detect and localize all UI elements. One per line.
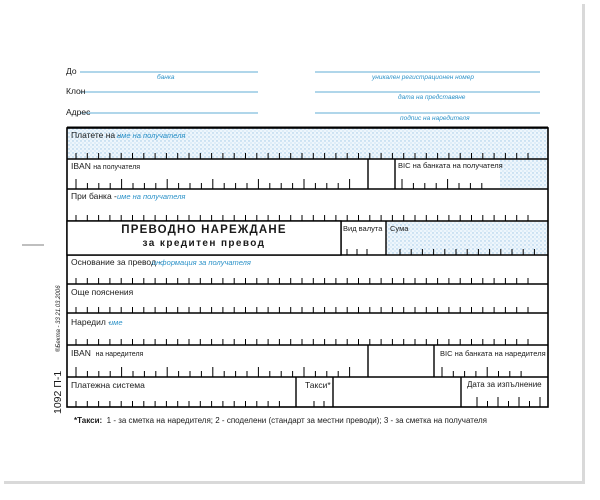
more-info-field[interactable]	[70, 297, 548, 313]
bank-hint: банка	[157, 74, 175, 81]
submission-date-field[interactable]	[315, 81, 544, 93]
address-field[interactable]	[95, 102, 262, 114]
iban-payee-field[interactable]	[70, 173, 370, 189]
form-title: ПРЕВОДНО НАРЕЖДАНЕ	[121, 224, 287, 236]
form-code: 1092 П-1	[52, 370, 64, 414]
currency-label: Вид валута	[343, 224, 383, 233]
payer-name-field[interactable]	[70, 329, 548, 345]
payer-hint: име	[109, 318, 123, 327]
payee-bank-field[interactable]	[70, 204, 548, 220]
branch-field[interactable]	[90, 81, 262, 93]
footnote-title: *Такси:	[74, 416, 103, 425]
at-bank-label: При банка -	[71, 191, 117, 201]
footnote-text: 1 - за сметка на наредителя; 2 - споделени (стандарт за местни преводи); 3 - за сметка на получателя	[106, 416, 488, 425]
payment-system-field[interactable]	[70, 391, 298, 407]
execution-date-label: Дата за изпълнение	[467, 380, 542, 389]
bank-name-field[interactable]	[80, 61, 262, 73]
bic-payee-label: BIC на банката на получателя	[398, 161, 503, 170]
bic-payer-field[interactable]	[437, 360, 549, 376]
execution-date-field[interactable]	[464, 391, 550, 407]
payee-label: Платете на -	[71, 130, 121, 140]
payee-name-field[interactable]	[70, 142, 548, 158]
at-bank-hint: име на получателя	[117, 192, 186, 201]
fees-label: Такси*	[305, 380, 331, 390]
reg-number-hint: уникален регистрационен номер	[372, 74, 474, 81]
form-subtitle: за кредитен превод	[142, 238, 266, 249]
bic-payee-field[interactable]	[398, 173, 550, 189]
reason-label: Основание за превод -	[71, 257, 162, 267]
amount-field[interactable]	[390, 237, 548, 253]
payer-label: Наредил -	[71, 317, 111, 327]
fees-field[interactable]	[299, 391, 335, 407]
iban-payer-field[interactable]	[70, 360, 370, 376]
payee-hint: име на получателя	[117, 131, 186, 140]
publisher-imprint: ®Бекта - 33 21.03.2006	[56, 285, 62, 352]
more-info-label: Още пояснения	[71, 287, 134, 297]
signature-hint: подпис на наредителя	[400, 115, 470, 122]
branch-label: Клон	[66, 86, 86, 96]
submission-date-hint: дата на представяне	[398, 94, 466, 101]
reg-number-field[interactable]	[315, 61, 544, 73]
reason-hint: информация за получателя	[152, 258, 251, 267]
address-label: Адрес	[66, 107, 91, 117]
fees-footnote	[74, 416, 487, 426]
to-label: До	[66, 66, 77, 76]
currency-field[interactable]	[344, 237, 388, 253]
payment-system-label: Платежна система	[71, 380, 145, 390]
iban-payer-label: IBAN на наредителя	[71, 348, 144, 358]
reason-field[interactable]	[70, 268, 548, 284]
bic-payer-label: BIC на банката на наредителя	[440, 349, 546, 358]
iban-payee-label: IBAN на получателя	[71, 161, 141, 171]
amount-label: Сума	[390, 224, 409, 233]
signature-field[interactable]	[315, 102, 544, 114]
